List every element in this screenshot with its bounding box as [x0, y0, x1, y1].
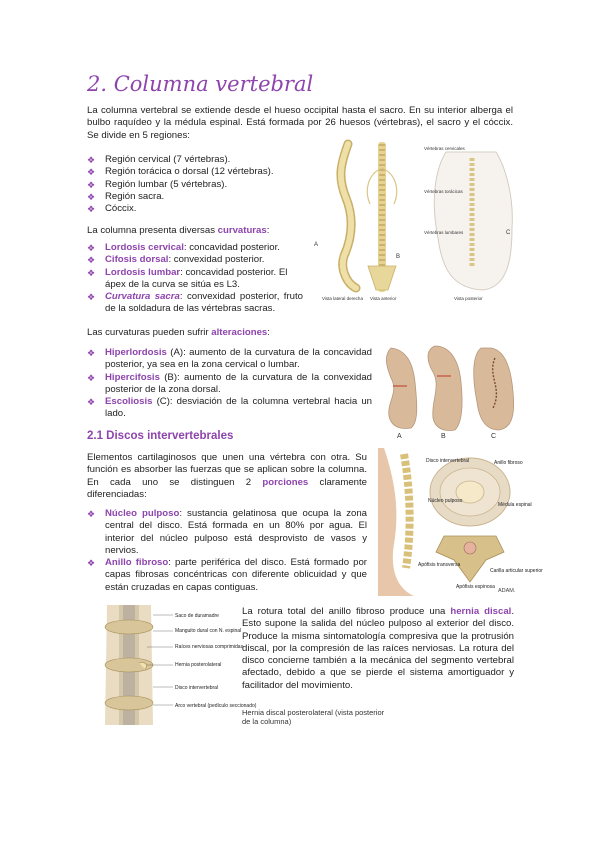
disc-label: Carilla articular superior: [490, 568, 543, 574]
list-item: ❖ Hiperlordosis (A): aumento de la curvatura de la concavidad posterior, ya sea en la zona cervical o lumbar.: [87, 347, 372, 371]
list-item: ❖ Hipercifosis (B): aumento de la curvatura de la convexidad posterior de la zona dorsal.: [87, 371, 372, 395]
list-item: ❖ Anillo fibroso: parte periférica del disco. Está formado por capas fibrosas concéntricas con diferente oblicuidad y que están cruzadas en capas contiguas.: [87, 557, 367, 593]
posture-letter: C: [491, 433, 497, 440]
disc-label: Anillo fibroso: [494, 460, 523, 466]
adam-brand-label: ADAM.: [498, 588, 516, 594]
spine-region-label: Vértebras torácicas: [424, 189, 463, 194]
list-item: ❖ Lordosis cervical: concavidad posterior.: [87, 242, 280, 253]
spine-view-label: Vista posterior: [454, 296, 483, 301]
bullet-icon: ❖: [87, 397, 96, 408]
spine-letter: A: [314, 242, 319, 248]
disc-label: Disco intervertebral: [426, 458, 470, 464]
list-item: ❖ Lordosis lumbar: concavidad posterior. El ápex de la curva se sitúa es L3.: [87, 266, 288, 290]
list-item: ❖ Región lumbar (5 vértebras).: [87, 178, 228, 190]
bullet-icon: ❖: [87, 509, 96, 519]
bullet-icon: ❖: [87, 255, 96, 266]
hernia-label: Disco intervertebral: [175, 685, 219, 691]
bullet-icon: ❖: [87, 243, 96, 253]
discs-intro: Elementos cartilaginosos que unen una vértebra con otra. Su función es absorber las fuerzas que se aplican sobre la columna. En cada uno se distinguen 2 porciones claramente diferenciadas:: [87, 452, 367, 500]
bullet-icon: ❖: [87, 267, 96, 278]
spine-region-label: Vértebras cervicales: [424, 146, 465, 151]
list-item: ❖ Región cervical (7 vértebras).: [87, 154, 231, 165]
hernia-paragraph: La rotura total del anillo fibroso produce una hernia discal. Esto supone la salida del núcleo pulposo al exterior del disco. Produce la misma sintomatología compresiva que la protrusión discal, por la compresión de las raíces nerviosas. La rotura del disco concierne también a la mecánica del segmento vertebral afectado, debido a que se pierde el sistema amortiguador y facilitador del movimiento.: [242, 606, 514, 691]
hernia-label: Raíces nerviosas comprimidas: [175, 644, 244, 650]
bullet-icon: ❖: [87, 558, 96, 569]
list-item: ❖ Cifosis dorsal: convexidad posterior.: [87, 254, 265, 266]
disc-label: Núcleo pulposo: [428, 498, 463, 504]
spine-letter: B: [396, 254, 401, 260]
spine-view-label: Vista lateral derecha: [322, 296, 363, 301]
list-item: ❖ Curvatura sacra: convexidad posterior, fruto de la soldadura de las vértebras sacras.: [87, 291, 304, 315]
bullet-icon: ❖: [87, 372, 96, 383]
disc-label: Apófisis espinosa: [456, 584, 495, 590]
spine-posterior-illustration: [105, 605, 153, 725]
hernia-label: Saco de duramadre: [175, 613, 219, 619]
hernia-label: Manguito dural con N. espinal: [175, 628, 242, 634]
spine-view-label: Vista anterior: [370, 296, 397, 301]
spine-views-figure: [312, 138, 518, 304]
posture-letter: B: [441, 433, 446, 440]
figure-caption: Hernia discal posterolateral (vista posterior de la columna): [242, 708, 385, 726]
spine-letter: C: [506, 230, 511, 236]
alterations-list: [87, 347, 372, 421]
hernia-label: Arco vertebral (pedículo seccionado): [175, 703, 257, 709]
curvatures-list: [87, 242, 303, 316]
bullet-icon: ❖: [87, 292, 96, 303]
disc-label: Apófisis transversa: [418, 562, 461, 568]
posture-alterations-figure: [377, 342, 521, 440]
posture-letter: A: [397, 433, 402, 440]
list-item: ❖ Cóccix.: [87, 203, 137, 215]
spine-region-label: Vértebras lumbares: [424, 230, 464, 235]
hernia-label: Hernia posterolateral: [175, 662, 222, 668]
bullet-icon: ❖: [87, 167, 96, 178]
list-item: ❖ Escoliosis (C): desviación de la columna vertebral hacia un lado.: [87, 396, 372, 420]
list-item: ❖ Región torácica o dorsal (12 vértebras).: [87, 166, 274, 178]
disc-top-view: [430, 458, 510, 526]
curvatures-intro: La columna presenta diversas curvaturas:: [87, 225, 270, 236]
portions-list: [87, 508, 367, 594]
bullet-icon: ❖: [87, 179, 96, 190]
list-item: ❖ Núcleo pulposo: sustancia gelatinosa que ocupa la zona central del disco. Está formada en un 80% por agua. El interior del núcleo pulposo está desprovisto de vasos y nervios.: [87, 508, 368, 556]
alterations-intro: Las curvaturas pueden sufrir alteraciones:: [87, 327, 270, 338]
regions-list: [87, 154, 317, 215]
intervertebral-disc-figure: [374, 448, 543, 596]
list-item: ❖ Región sacra.: [87, 190, 165, 202]
bullet-icon: ❖: [87, 348, 96, 358]
page-title: 2. Columna vertebral: [87, 72, 314, 96]
herniated-disc-figure: [87, 605, 257, 725]
disc-label: Médula espinal: [498, 502, 532, 508]
bullet-icon: ❖: [87, 204, 96, 215]
section-heading: 2.1 Discos intervertebrales: [87, 430, 234, 442]
bullet-icon: ❖: [87, 191, 96, 202]
bullet-icon: ❖: [87, 155, 96, 165]
intro-paragraph: La columna vertebral se extiende desde el hueso occipital hasta el sacro. En su interior alberga el bulbo raquídeo y la médula espinal. Está formada por 26 huesos (vértebras), el sacro y el cóccix. Se divide en 5 regiones:: [87, 105, 513, 141]
